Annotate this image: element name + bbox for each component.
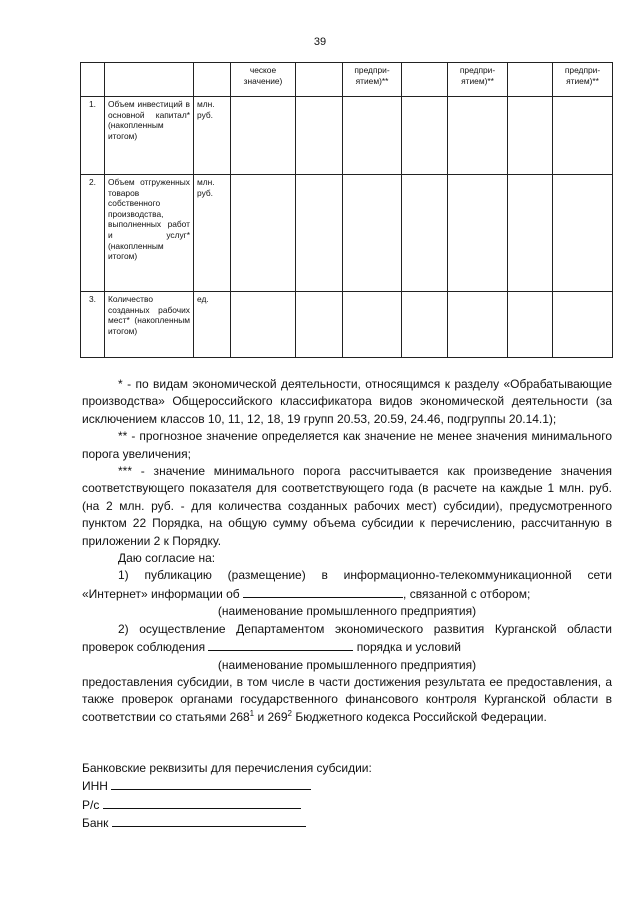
table-cell (343, 292, 402, 358)
table-cell (448, 97, 508, 175)
table-row (81, 175, 613, 292)
header-cell: предпри-ятием)** (448, 63, 508, 97)
table-cell (231, 292, 296, 358)
table-cell (296, 292, 343, 358)
table-cell (508, 175, 553, 292)
row-number: 1. (81, 97, 105, 175)
superscript: 2 (287, 708, 292, 718)
table-cell (343, 97, 402, 175)
header-cell (105, 63, 194, 97)
consent-item-2 (82, 621, 612, 657)
footnotes (82, 376, 612, 726)
table-cell (508, 97, 553, 175)
table-cell (296, 175, 343, 292)
table-row (81, 97, 613, 175)
unit: ед. (194, 292, 231, 358)
unit: млн. руб. (194, 97, 231, 175)
inn-label: ИНН (82, 779, 108, 794)
table-cell (553, 97, 613, 175)
enterprise-name-blank-2 (208, 638, 353, 651)
account-label: Р/с (82, 797, 100, 812)
consent-item-1-end: , связанной с отбором; (403, 586, 531, 601)
superscript: 1 (249, 708, 255, 718)
table-header-row (81, 63, 613, 97)
bank-field[interactable] (112, 814, 306, 827)
table-cell (448, 292, 508, 358)
caption-2: (наименование промышленного предприятия) (217, 657, 477, 672)
enterprise-name-blank-1 (243, 585, 403, 598)
indicators-table (80, 62, 613, 358)
consent-intro: Даю согласие на: (118, 551, 216, 566)
consent-item-2-text: 2) осуществление Департаментом экономического развития Курганской области проверок соблюдения (82, 621, 612, 655)
table-cell (508, 292, 553, 358)
header-cell: предпри-ятием)** (343, 63, 402, 97)
consent-end: Бюджетного кодекса Российской Федерации. (291, 709, 547, 724)
indicator-name: Объем отгруженных товаров собственного производства, выполненных работ и услуг* (накопленным итогом) (105, 175, 194, 292)
consent-item-1 (82, 567, 612, 603)
table-cell (402, 292, 448, 358)
table-cell (553, 175, 613, 292)
table-row (81, 292, 613, 358)
bank-label: Банк (82, 816, 109, 831)
consent-and: и 269 (254, 709, 288, 724)
bank-details (82, 760, 372, 833)
account-line (82, 796, 372, 814)
consent-item-2-cont (82, 674, 612, 726)
page-number: 39 (313, 36, 327, 48)
consent-item-1-text: 1) публикацию (размещение) в информационно-телекоммуникационной сети «Интернет» информации об (82, 568, 612, 601)
account-field[interactable] (103, 796, 301, 809)
header-cell (296, 63, 343, 97)
table-cell (402, 97, 448, 175)
table-cell (296, 97, 343, 175)
table-cell (231, 175, 296, 292)
unit: млн. руб. (194, 175, 231, 292)
header-cell (508, 63, 553, 97)
consent-item-2-order: порядка и условий (356, 640, 461, 655)
inn-line (82, 777, 372, 795)
footnote-1: * - по видам экономической деятельности, относящимся к разделу «Обрабатывающие производства» Общероссийского классификатора видов экономической деятельности (за исключением классов 10, 11, 12, 18, 19 групп 20.53, 20.59, 24.46, подгруппы 20.14.1); (82, 377, 612, 426)
consent-text: предоставления субсидии, в том числе в части достижения результата ее предоставления, а также проверок органами государственного финансового контроля Курганской области в соответствии со статьями 268 (82, 674, 612, 724)
row-number: 2. (81, 175, 105, 292)
header-cell (402, 63, 448, 97)
table-cell (448, 175, 508, 292)
indicator-name: Количество созданных рабочих мест* (накопленным итогом) (105, 292, 194, 358)
table-cell (343, 175, 402, 292)
bank-title: Банковские реквизиты для перечисления субсидии: (82, 761, 372, 775)
table-cell (231, 97, 296, 175)
bank-line (82, 814, 372, 832)
header-cell: ческое значение) (231, 63, 296, 97)
table-cell (553, 292, 613, 358)
header-cell: предпри-ятием)** (553, 63, 613, 97)
caption-1: (наименование промышленного предприятия) (217, 604, 477, 619)
table-cell (402, 175, 448, 292)
inn-field[interactable] (111, 777, 311, 790)
footnote-3: *** - значение минимального порога рассчитывается как произведение значения соответствующего показателя для соответствующего года (в расчете на каждые 1 млн. руб. (на 2 млн. руб. - для количества созданных рабочих мест) субсидии), предусмотренного пунктом 22 Порядка, на общую сумму объема субсидии к перечислению, рассчитанную в приложении 2 к Порядку. (82, 464, 612, 548)
header-cell (81, 63, 105, 97)
footnote-2: ** - прогнозное значение определяется как значение не менее значения минимального порога увеличения; (82, 429, 612, 461)
indicator-name: Объем инвестиций в основной капитал* (накопленным итогом) (105, 97, 194, 175)
row-number: 3. (81, 292, 105, 358)
header-cell (194, 63, 231, 97)
